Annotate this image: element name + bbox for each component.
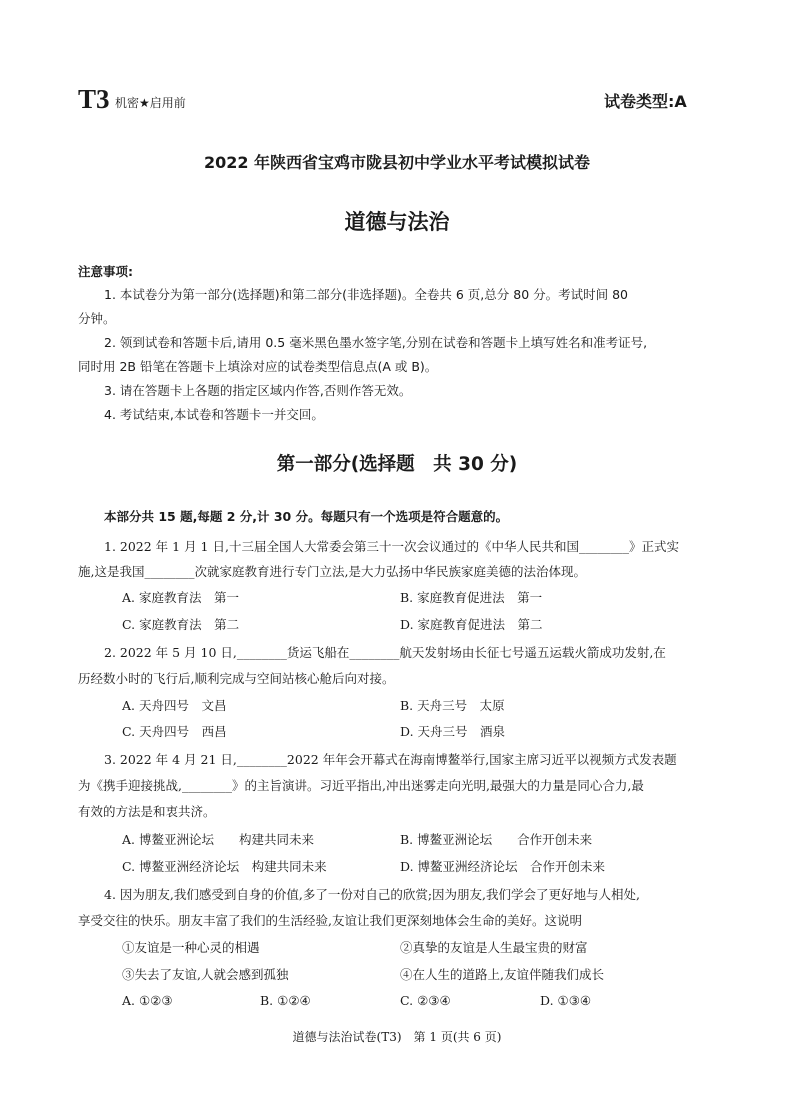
question-4-option-d: D. ①③④ bbox=[540, 993, 592, 1008]
question-1-option-d: D. 家庭教育促进法 第二 bbox=[400, 617, 543, 632]
note-line: 2. 领到试卷和答题卡后,请用 0.5 毫米黑色墨水签字笔,分别在试卷和答题卡上填写姓名和准考证号, bbox=[104, 335, 648, 350]
exam-title: 2022 年陕西省宝鸡市陇县初中学业水平考试模拟试卷 bbox=[203, 153, 591, 172]
question-2-line: 历经数小时的飞行后,顺利完成与空间站核心舱后向对接。 bbox=[78, 671, 395, 686]
question-4-statement-3: ③失去了友谊,人就会感到孤独 bbox=[122, 967, 289, 982]
question-2-option-d: D. 天舟三号 酒泉 bbox=[400, 724, 506, 739]
question-4-statement-1: ①友谊是一种心灵的相遇 bbox=[122, 940, 260, 955]
question-3-line: 有效的方法是和衷共济。 bbox=[78, 804, 216, 819]
paper-code: T3 bbox=[78, 84, 110, 114]
question-3-option-a: A. 博鳌亚洲论坛 构建共同未来 bbox=[122, 832, 314, 847]
page-footer: 道德与法治试卷(T3) 第 1 页(共 6 页) bbox=[292, 1030, 502, 1044]
question-3-option-b: B. 博鳌亚洲论坛 合作开创未来 bbox=[400, 832, 593, 847]
question-2-option-a: A. 天舟四号 文昌 bbox=[122, 698, 227, 713]
note-line: 4. 考试结束,本试卷和答题卡一并交回。 bbox=[104, 407, 324, 422]
question-1-option-a: A. 家庭教育法 第一 bbox=[122, 590, 239, 605]
question-4-option-b: B. ①②④ bbox=[260, 993, 311, 1008]
question-4-statement-2: ②真挚的友谊是人生最宝贵的财富 bbox=[400, 940, 588, 955]
part-intro: 本部分共 15 题,每题 2 分,计 30 分。每题只有一个选项是符合题意的。 bbox=[104, 509, 509, 524]
question-3-line: 为《携手迎接挑战,________》的主旨演讲。习近平指出,冲出迷雾走向光明,最强大的力量是同心合力,最 bbox=[78, 778, 644, 793]
question-1-line: 1. 2022 年 1 月 1 日,十三届全国人大常委会第三十一次会议通过的《中华人民共和国________》正式实 bbox=[104, 539, 679, 554]
note-line: 1. 本试卷分为第一部分(选择题)和第二部分(非选择题)。全卷共 6 页,总分 80 分。考试时间 80 bbox=[104, 287, 629, 302]
note-line: 同时用 2B 铅笔在答题卡上填涂对应的试卷类型信息点(A 或 B)。 bbox=[78, 359, 438, 374]
question-1-option-c: C. 家庭教育法 第二 bbox=[122, 617, 240, 632]
paper-type: 试卷类型:A bbox=[604, 92, 687, 111]
question-4-line: 4. 因为朋友,我们感受到自身的价值,多了一份对自己的欣赏;因为朋友,我们学会了更好地与人相处, bbox=[104, 887, 641, 902]
question-2-option-c: C. 天舟四号 西昌 bbox=[122, 724, 227, 739]
question-2-line: 2. 2022 年 5 月 10 日,________货运飞船在________航天发射场由长征七号遥五运载火箭成功发射,在 bbox=[104, 645, 666, 660]
question-1-line: 施,这是我国________次就家庭教育进行专门立法,是大力弘扬中华民族家庭美德的法治体现。 bbox=[78, 564, 586, 579]
note-line: 分钟。 bbox=[78, 311, 116, 326]
question-4-statement-4: ④在人生的道路上,友谊伴随我们成长 bbox=[400, 967, 604, 982]
question-3-line: 3. 2022 年 4 月 21 日,________2022 年年会开幕式在海南博鳌举行,国家主席习近平以视频方式发表题 bbox=[104, 752, 677, 767]
subject-title: 道德与法治 bbox=[344, 210, 450, 234]
question-4-option-a: A. ①②③ bbox=[122, 993, 173, 1008]
notes-heading: 注意事项: bbox=[78, 264, 133, 279]
question-3-option-d: D. 博鳌亚洲经济论坛 合作开创未来 bbox=[400, 859, 606, 874]
question-4-line: 享受交往的快乐。朋友丰富了我们的生活经验,友谊让我们更深刻地体会生命的美好。这说明 bbox=[78, 913, 582, 928]
confidential-label: 机密★启用前 bbox=[115, 96, 186, 110]
question-1-option-b: B. 家庭教育促进法 第一 bbox=[400, 590, 543, 605]
question-4-option-c: C. ②③④ bbox=[400, 993, 451, 1008]
part-heading: 第一部分(选择题 共 30 分) bbox=[276, 454, 518, 475]
question-3-option-c: C. 博鳌亚洲经济论坛 构建共同未来 bbox=[122, 859, 327, 874]
question-2-option-b: B. 天舟三号 太原 bbox=[400, 698, 505, 713]
note-line: 3. 请在答题卡上各题的指定区域内作答,否则作答无效。 bbox=[104, 383, 412, 398]
